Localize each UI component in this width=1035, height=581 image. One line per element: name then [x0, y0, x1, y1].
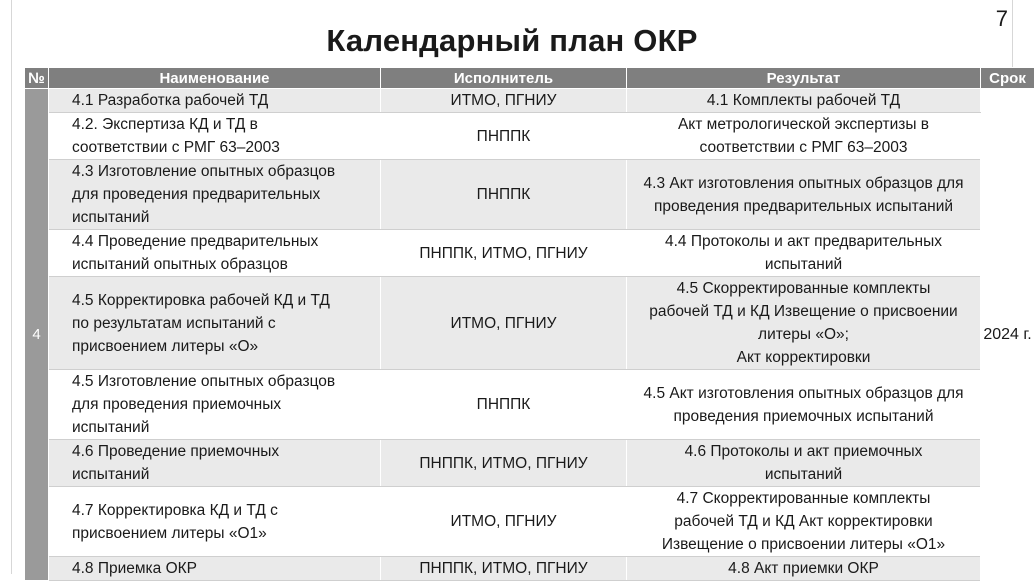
task-name-line: 4.2. Экспертиза КД и ТД в	[72, 116, 258, 133]
table-row	[25, 370, 1035, 440]
result-line: 4.3 Акт изготовления опытных образцов для	[643, 174, 964, 192]
task-name-cell	[49, 370, 381, 440]
executor-line: ПНППК, ИТМО, ПГНИУ	[419, 244, 588, 262]
task-name-line: испытаний опытных образцов	[72, 256, 288, 273]
executor-line: ПНППК	[476, 186, 531, 203]
result-cell	[627, 113, 981, 160]
executor-line: ПНППК, ИТМО, ПГНИУ	[419, 560, 588, 577]
task-name-line: для проведения предварительных	[72, 186, 321, 203]
task-name-line: присвоением литеры «О»	[72, 337, 259, 355]
task-name-line: соответствии с РМГ 63–2003	[72, 139, 280, 156]
result-line: 4.4 Протоколы и акт предварительных	[664, 233, 942, 250]
result-cell	[627, 277, 981, 370]
slide-border-left	[11, 0, 12, 574]
executor-line: ПНППК, ИТМО, ПГНИУ	[419, 454, 588, 472]
table-body	[25, 89, 1035, 581]
header-result: Результат	[627, 68, 981, 89]
table-row	[25, 113, 1035, 160]
result-line: соответствии с РМГ 63–2003	[699, 139, 908, 156]
executor-line: ПНППК	[476, 127, 531, 145]
page-number: 7	[995, 6, 1008, 31]
result-line: проведения предварительных испытаний	[653, 197, 954, 215]
executor-line: ИТМО, ПГНИУ	[450, 314, 557, 332]
task-name-line: 4.1 Разработка рабочей ТД	[72, 92, 269, 109]
result-line: 4.5 Скорректированные комплекты	[676, 280, 931, 297]
task-name-line: испытаний	[72, 466, 150, 483]
task-name-cell	[49, 89, 381, 113]
table-row	[25, 89, 1035, 113]
task-name-line: по результатам испытаний с	[72, 314, 276, 332]
table-row	[25, 230, 1035, 277]
result-cell	[627, 370, 981, 440]
task-name-line: 4.8 Приемка ОКР	[72, 560, 198, 577]
result-cell	[627, 89, 981, 113]
task-name-cell	[49, 113, 381, 160]
result-line: рабочей ТД и КД Извещение о присвоении	[649, 303, 958, 320]
task-name-line: испытаний	[72, 209, 150, 226]
task-name-cell	[49, 160, 381, 230]
result-line: 4.6 Протоколы и акт приемочных	[684, 443, 923, 460]
result-line: Извещение о присвоении литеры «О1»	[661, 536, 946, 553]
result-cell	[627, 557, 981, 581]
table-row	[25, 440, 1035, 487]
executor-cell	[381, 113, 627, 160]
task-name-cell	[49, 557, 381, 581]
header-executor: Исполнитель	[381, 68, 627, 89]
result-cell	[627, 230, 981, 277]
result-line: 4.7 Скорректированные комплекты	[676, 490, 931, 507]
executor-line: ПНППК	[476, 396, 531, 413]
table-row	[25, 160, 1035, 230]
task-name-cell	[49, 487, 381, 557]
result-line: Акт метрологической экспертизы в	[677, 116, 930, 133]
result-line: рабочей ТД и КД Акт корректировки	[674, 513, 933, 530]
result-line: 4.8 Акт приемки ОКР	[728, 560, 879, 577]
task-name-line: 4.5 Изготовление опытных образцов	[72, 373, 336, 390]
task-name-line: 4.6 Проведение приемочных	[72, 443, 280, 460]
stage-number-cell: 4	[25, 89, 49, 581]
result-line: испытаний	[764, 256, 843, 273]
executor-cell	[381, 440, 627, 487]
page-title: Календарный план ОКР	[326, 23, 698, 58]
result-cell	[627, 160, 981, 230]
table-row	[25, 557, 1035, 581]
task-name-cell	[49, 277, 381, 370]
header-num: №	[25, 68, 49, 89]
executor-cell	[381, 160, 627, 230]
task-name-cell	[49, 440, 381, 487]
term-cell: 2024 г.	[981, 89, 1035, 581]
task-name-line: 4.7 Корректировка КД и ТД с	[72, 501, 278, 519]
executor-line: ИТМО, ПГНИУ	[450, 92, 557, 109]
executor-line: ИТМО, ПГНИУ	[450, 513, 557, 530]
result-cell	[627, 440, 981, 487]
result-line: Акт корректировки	[736, 349, 871, 366]
executor-cell	[381, 370, 627, 440]
task-name-line: 4.3 Изготовление опытных образцов	[72, 163, 336, 180]
executor-cell	[381, 487, 627, 557]
task-name-line: 4.4 Проведение предварительных	[72, 233, 319, 250]
task-name-line: 4.5 Корректировка рабочей КД и ТД	[72, 291, 330, 309]
executor-cell	[381, 89, 627, 113]
header-name: Наименование	[49, 68, 381, 89]
task-name-line: присвоением литеры «О1»	[72, 524, 267, 542]
table-row	[25, 487, 1035, 557]
task-name-line: для проведения приемочных	[72, 396, 282, 413]
result-line: испытаний	[764, 466, 843, 483]
schedule-table	[24, 67, 1035, 581]
result-line: 4.1 Комплекты рабочей ТД	[706, 92, 901, 109]
table-header-row	[25, 68, 1035, 89]
task-name-line: испытаний	[72, 419, 150, 436]
result-line: проведения приемочных испытаний	[673, 407, 934, 425]
result-line: 4.5 Акт изготовления опытных образцов для	[643, 384, 964, 402]
executor-cell	[381, 230, 627, 277]
result-line: литеры «О»;	[758, 326, 849, 343]
result-cell	[627, 487, 981, 557]
header-term: Срок	[981, 68, 1035, 89]
table-row	[25, 277, 1035, 370]
task-name-cell	[49, 230, 381, 277]
executor-cell	[381, 277, 627, 370]
executor-cell	[381, 557, 627, 581]
